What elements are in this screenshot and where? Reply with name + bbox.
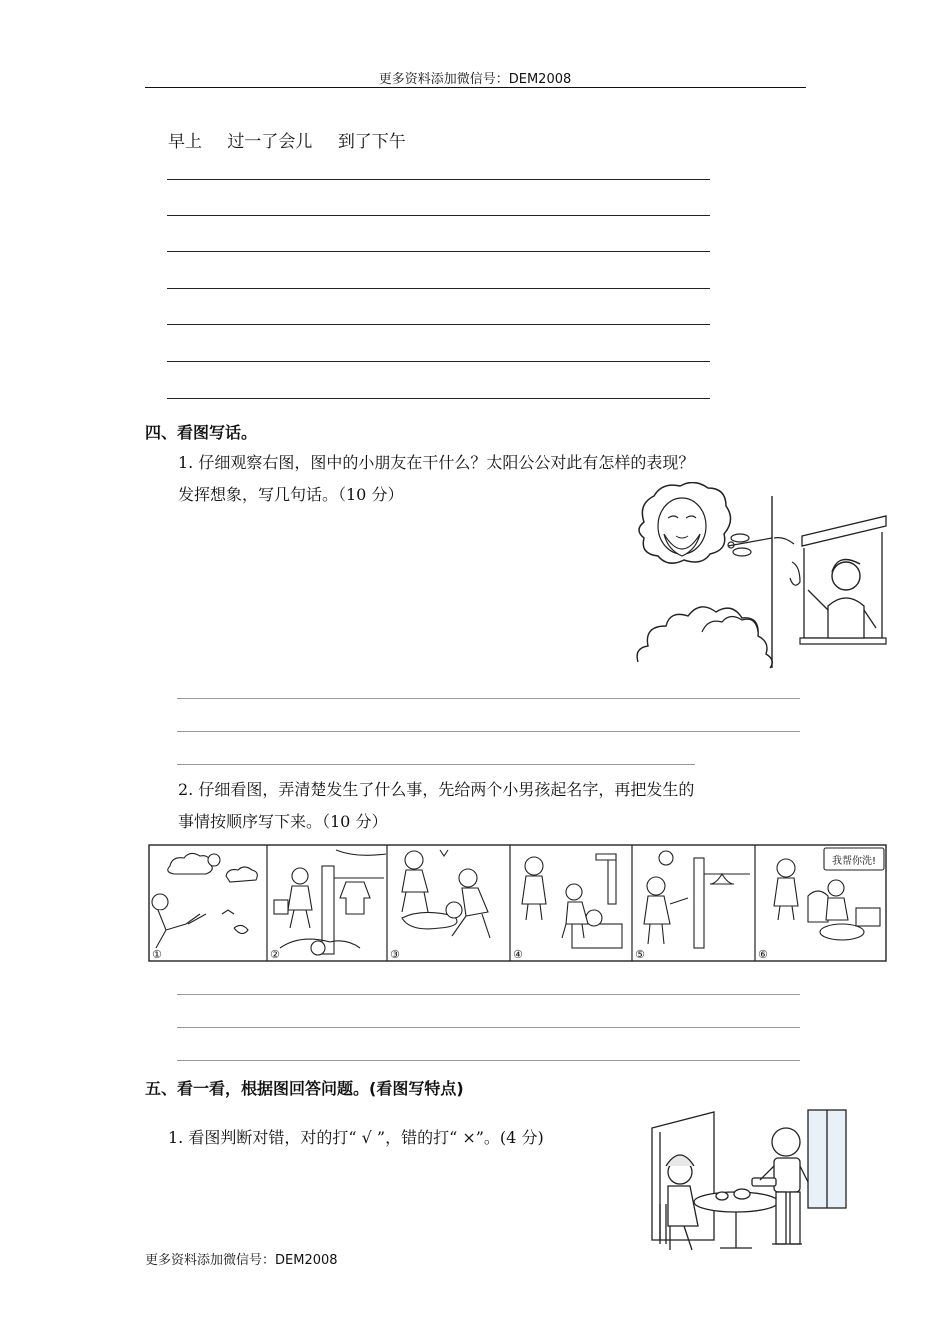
page-footer: 更多资料添加微信号：DEM2008 [145,1253,338,1268]
writing-line[interactable] [167,288,710,289]
header-divider [145,87,806,88]
panel-label: ⑥ [758,948,768,961]
panel-label: ② [270,948,280,961]
question-4-1-line2: 发挥想象，写几句话。（10 分） [178,485,404,504]
panel-label: ③ [390,948,400,961]
time-word-afternoon: 到了下午 [337,132,406,152]
question-5-1: 1. 看图判断对错，对的打“ √ ”，错的打“ ×”。(4 分) [168,1128,544,1147]
answer-line[interactable] [177,994,800,995]
writing-line[interactable] [167,324,710,325]
panel-label: ⑤ [635,948,645,961]
question-4-2-line2: 事情按顺序写下来。（10 分） [178,812,388,831]
section-5-title: 五、看一看，根据图回答问题。(看图写特点) [145,1079,464,1098]
answer-line[interactable] [177,1027,800,1028]
sun-and-boy-illustration [632,482,890,670]
panel-label: ① [152,948,162,961]
writing-line[interactable] [167,361,710,362]
answer-line[interactable] [177,698,800,699]
page-header: 更多资料添加微信号：DEM2008 [378,72,572,87]
writing-line[interactable] [167,398,710,399]
writing-line[interactable] [167,215,710,216]
answer-line[interactable] [177,731,800,732]
time-words [168,127,424,152]
girl-and-robot-illustration [640,1108,848,1256]
section-4-title: 四、看图写话。 [145,423,258,442]
answer-line[interactable] [177,764,695,765]
time-word-morning: 早上 [168,132,202,152]
speech-bubble-text: 我帮你洗! [831,856,877,867]
question-4-1-line1: 1. 仔细观察右图，图中的小朋友在干什么？太阳公公对此有怎样的表现？ [178,453,695,472]
writing-line[interactable] [167,179,710,180]
time-word-later: 过一了会儿 [227,132,313,152]
answer-line[interactable] [177,1060,800,1061]
question-4-2-line1: 2. 仔细看图，弄清楚发生了什么事，先给两个小男孩起名字，再把发生的 [178,780,695,799]
panel-label: ④ [513,948,523,961]
comic-strip [148,844,888,964]
writing-line[interactable] [167,251,710,252]
